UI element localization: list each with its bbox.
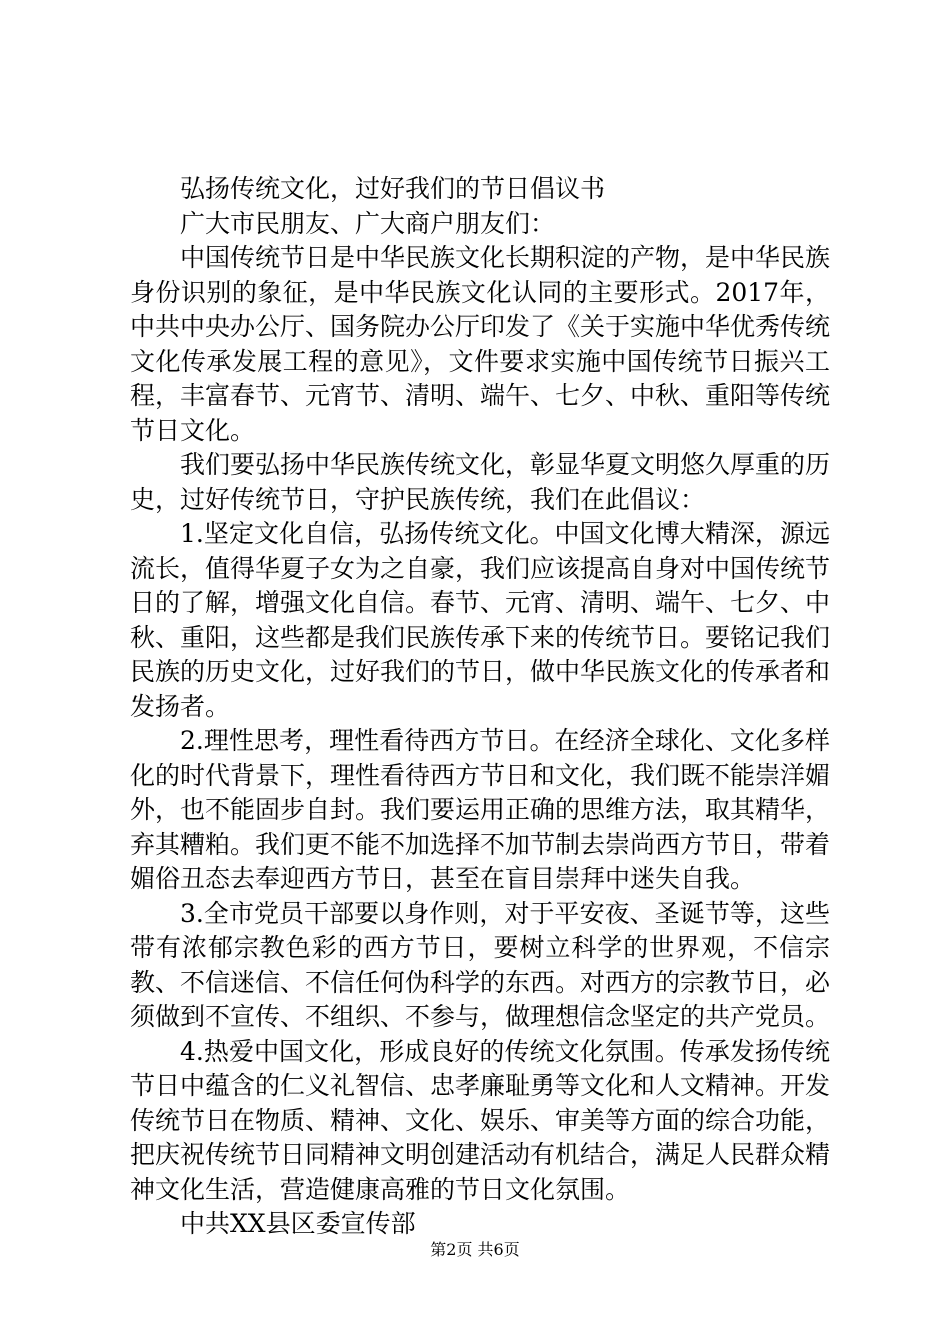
document-body	[130, 172, 830, 1242]
paragraph-item-2: 2.理性思考，理性看待西方节日。在经济全球化、文化多样化的时代背景下，理性看待西方节日和文化，我们既不能崇洋媚外，也不能固步自封。我们要运用正确的思维方法，取其精华，弃其糟粕。我们更不能不加选择不加节制去崇尚西方节日，带着媚俗丑态去奉迎西方节日，甚至在盲目崇拜中迷失自我。	[130, 726, 831, 893]
paragraph-item-1: 1.坚定文化自信，弘扬传统文化。中国文化博大精深，源远流长，值得华夏子女为之自豪，我们应该提高自身对中国传统节日的了解，增强文化自信。春节、元宵、清明、端午、七夕、中秋、重阳，这些都是我们民族传承下来的传统节日。要铭记我们民族的历史文化，过好我们的节日，做中华民族文化的传承者和发扬者。	[130, 519, 831, 721]
salutation: 广大市民朋友、广大商户朋友们：	[180, 208, 556, 238]
paragraph-proposal: 我们要弘扬中华民族传统文化，彰显华夏文明悠久厚重的历史，过好传统节日，守护民族传统，我们在此倡议：	[130, 450, 831, 514]
page-number-footer: 第2页 共6页	[430, 1240, 520, 1259]
document-title: 弘扬传统文化，过好我们的节日倡议书	[180, 174, 606, 203]
paragraph-item-3: 3.全市党员干部要以身作则，对于平安夜、圣诞节等，这些带有浓郁宗教色彩的西方节日，要树立科学的世界观，不信宗教、不信迷信、不信任何伪科学的东西。对西方的宗教节日，必须做到不宣传、不组织、不参与，做理想信念坚定的共产党员。	[130, 898, 831, 1031]
signature: 中共XX县区委宣传部	[180, 1209, 416, 1238]
paragraph-intro: 中国传统节日是中华民族文化长期积淀的产物，是中华民族身份识别的象征，是中华民族文化认同的主要形式。2017年，中共中央办公厅、国务院办公厅印发了《关于实施中华优秀传统文化传承发展工程的意见》，文件要求实施中国传统节日振兴工程，丰富春节、元宵节、清明、端午、七夕、中秋、重阳等传统节日文化。	[130, 243, 831, 445]
paragraph-item-4: 4.热爱中国文化，形成良好的传统文化氛围。传承发扬传统节日中蕴含的仁义礼智信、忠孝廉耻勇等文化和人文精神。开发传统节日在物质、精神、文化、娱乐、审美等方面的综合功能，把庆祝传统节日同精神文明创建活动有机结合，满足人民群众精神文化生活，营造健康高雅的节日文化氛围。	[130, 1036, 831, 1204]
